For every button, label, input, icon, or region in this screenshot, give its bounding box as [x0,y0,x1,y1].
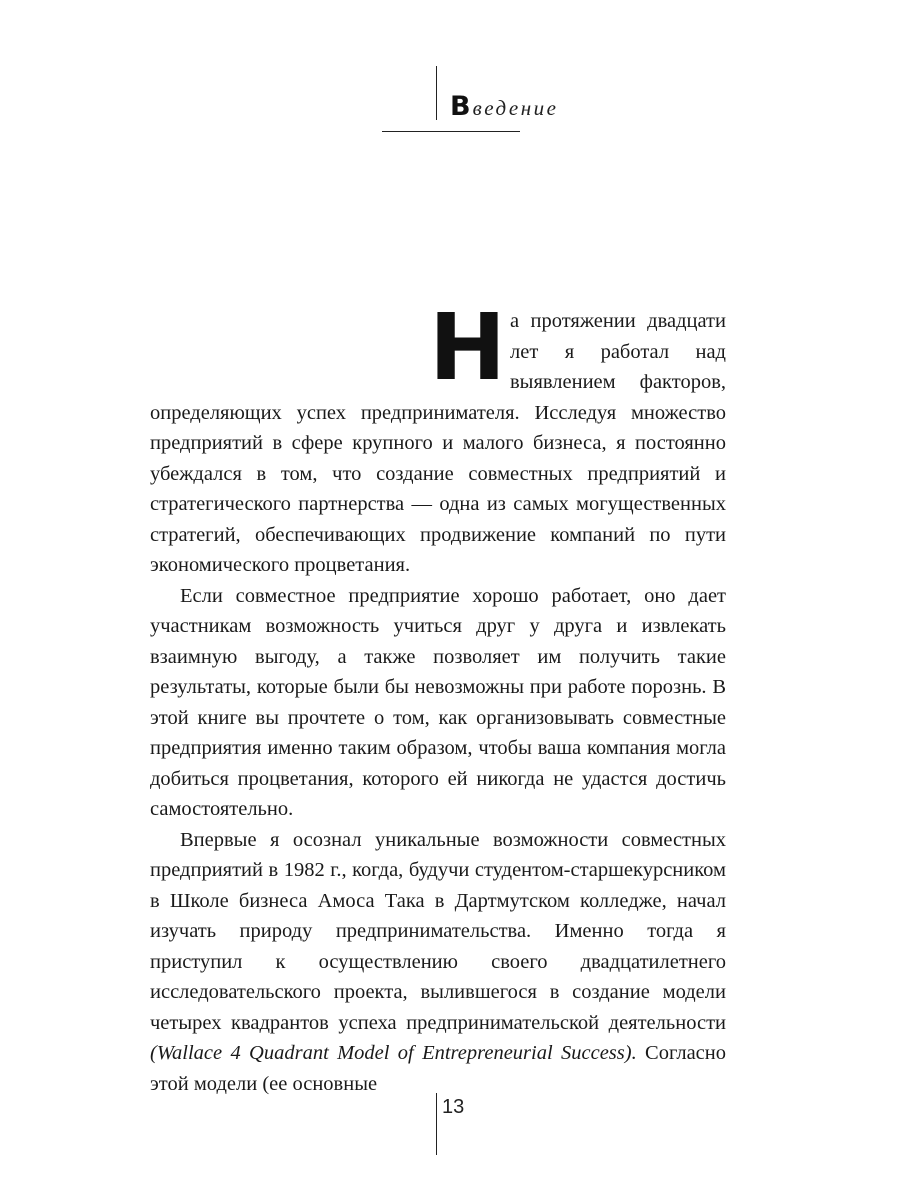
footer-vertical-rule [436,1093,437,1155]
chapter-title-rest: ведение [472,96,559,120]
paragraph-1: а протяжении двадцати лет я работал над выявлением факторов, определяющих успех предпринимателя. Исследуя множество предприятий в сфере крупного и малого бизнеса, я постоянно убеждался в том, что создание совместных предприятий и стратегического партнерства — одна из самых могущественных стратегий, обеспечивающих продвижение компаний по пути экономического процветания. [150,310,726,576]
chapter-title-initial: В [450,91,471,122]
paragraph-3-end: Согласно этой модели (ее основные [150,1042,726,1095]
chapter-title [450,93,558,120]
paragraph-3 [150,825,726,1100]
paragraph-3-italic-term: (Wallace 4 Quadrant Model of Entrepreneurial Success). [150,1042,637,1064]
page-number: 13 [442,1096,465,1118]
body-text [150,294,726,1099]
drop-cap: Н [429,294,506,401]
header-vertical-rule [436,66,437,120]
drop-cap-container [150,294,510,401]
header-horizontal-rule [382,131,520,132]
paragraph-2: Если совместное предприятие хорошо работает, оно дает участникам возможность учиться друг у друга и извлекать взаимную выгоду, а также позволяет им получить такие результаты, которые были бы невозможны при работе порознь. В этой книге вы прочтете о том, как организовывать совместные предприятия именно таким образом, чтобы ваша компания могла добиться процветания, которого ей никогда не удастся достичь самостоятельно. [150,584,726,820]
paragraph-3-start: Впервые я осознал уникальные возможности совместных предприятий в 1982 г., когда, будучи студентом-старшекурсником в Школе бизнеса Амоса Така в Дартмутском колледже, начал изучать природу предпринимательства. Именно тогда я приступил к осуществлению своего двадцатилетнего исследовательского проекта, вылившегося в создание модели четырех квадрантов успеха предпринимательской деятельности [150,828,726,1034]
